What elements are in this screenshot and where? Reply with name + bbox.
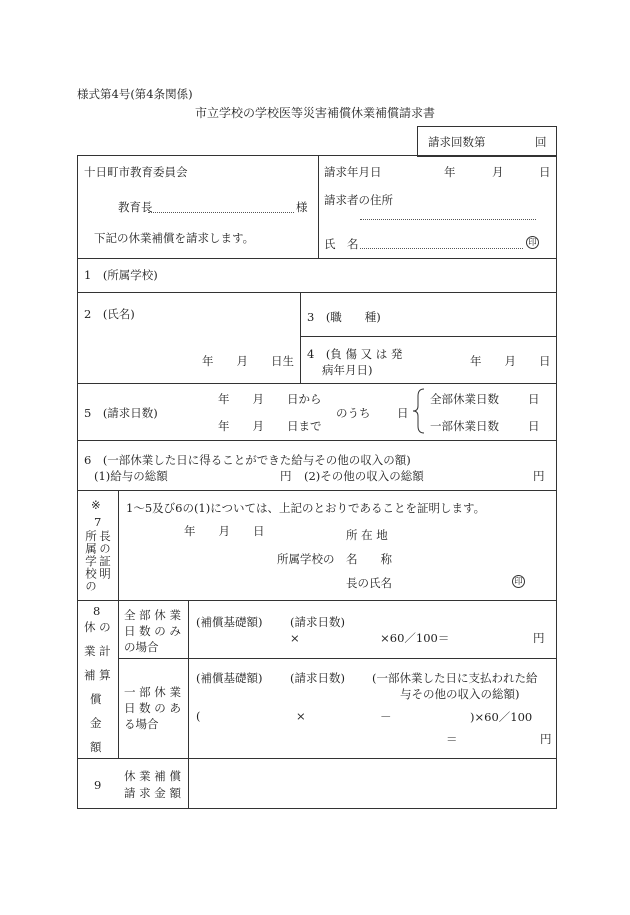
board-name: 十日町市教育委員会 bbox=[84, 165, 188, 179]
salary-total-label: (1)給与の総額 bbox=[94, 469, 168, 483]
other-income-yen: 円 bbox=[533, 469, 545, 483]
period-from: 年 月 日から bbox=[218, 392, 322, 406]
brace-icon bbox=[412, 388, 426, 434]
claim-days-label: (請求日数) bbox=[290, 671, 345, 685]
partial-days-unit: 日 bbox=[528, 419, 540, 433]
partial-case-label: 一 部 休 業 bbox=[124, 685, 181, 699]
full-case-label: 全 部 休 業 bbox=[124, 608, 181, 622]
side-label-row: 休 の bbox=[84, 620, 111, 634]
rule bbox=[188, 600, 189, 758]
rule bbox=[188, 758, 189, 809]
school-label: 1 (所属学校) bbox=[84, 268, 158, 282]
full-case-label: 日 数 の み bbox=[124, 624, 181, 638]
paid-income-label-2: 与その他の収入の総額) bbox=[400, 687, 520, 701]
item-number-8: 8 bbox=[93, 604, 101, 618]
income-label: 6 (一部休業した日に得ることができた給与その他の収入の額) bbox=[84, 453, 411, 467]
note-mark: ※ bbox=[91, 498, 101, 512]
formula-minus: － bbox=[380, 710, 392, 724]
request-text: 下記の休業補償を請求します。 bbox=[94, 231, 255, 245]
honorific: 様 bbox=[296, 200, 308, 214]
rule bbox=[300, 336, 557, 337]
total-days-unit: 日 bbox=[397, 406, 409, 420]
claimant-name-label: 氏 名 bbox=[324, 237, 359, 251]
seal-mark: 印 bbox=[526, 236, 539, 249]
full-days-label: 全部休業日数 bbox=[430, 392, 499, 406]
partial-formula-yen: 円 bbox=[540, 732, 552, 746]
name-label: 2 (氏名) bbox=[84, 307, 135, 321]
side-label-line-2: 所属学校の bbox=[84, 530, 98, 593]
request-count-suffix: 回 bbox=[535, 135, 547, 149]
form-title: 市立学校の学校医等災害補償休業補償請求書 bbox=[195, 106, 436, 120]
birth-date: 年 月 日生 bbox=[202, 354, 294, 368]
request-day: 日 bbox=[539, 165, 551, 179]
request-year: 年 bbox=[444, 165, 456, 179]
rule bbox=[77, 490, 557, 491]
period-to: 年 月 日まで bbox=[218, 419, 322, 433]
base-amount-label: (補償基礎額) bbox=[196, 615, 263, 629]
injury-date-label-2: 病年月日) bbox=[322, 363, 373, 377]
rule bbox=[77, 440, 557, 441]
rule bbox=[77, 258, 557, 259]
rule bbox=[77, 383, 557, 384]
paid-income-label: (一部休業した日に支払われた給 bbox=[372, 671, 538, 685]
address-line[interactable] bbox=[360, 219, 536, 220]
injury-date: 年 月 日 bbox=[470, 354, 551, 368]
form-number: 様式第4号(第4条関係) bbox=[77, 87, 193, 101]
certification-text: 1～5及び6の(1)については、上記のとおりであることを証明します。 bbox=[126, 501, 486, 515]
full-case-label: の場合 bbox=[124, 640, 159, 654]
superintendent-line[interactable] bbox=[148, 212, 294, 213]
side-label-row: 金 bbox=[90, 716, 102, 730]
formula-close: )×60／100 bbox=[470, 710, 533, 724]
rule bbox=[77, 758, 557, 759]
item-number-7: 7 bbox=[94, 515, 102, 529]
rule bbox=[77, 292, 557, 293]
of-which-label: のうち bbox=[336, 406, 371, 420]
rule bbox=[300, 292, 301, 383]
full-formula: × ×60／100＝ bbox=[290, 631, 450, 645]
side-label-row: 補 算 bbox=[84, 668, 111, 682]
partial-case-label: る場合 bbox=[124, 717, 159, 731]
rule bbox=[118, 658, 557, 659]
side-label-row: 額 bbox=[90, 740, 102, 754]
location-label: 所 在 地 bbox=[346, 528, 388, 542]
claim-amount-label: 休 業 補 償 bbox=[124, 769, 181, 783]
head-seal-mark: 印 bbox=[512, 575, 525, 588]
formula-times: × bbox=[296, 709, 306, 723]
full-formula-yen: 円 bbox=[533, 631, 545, 645]
salary-yen: 円 bbox=[280, 469, 292, 483]
injury-date-label: 4 (負 傷 又 は 発 bbox=[307, 347, 403, 361]
claimant-name-line[interactable] bbox=[360, 248, 523, 249]
superintendent-label: 教育長 bbox=[118, 200, 153, 214]
other-income-label: (2)その他の収入の総額 bbox=[304, 469, 424, 483]
claim-amount-label-2: 請 求 金 額 bbox=[124, 786, 181, 800]
request-days-label: 5 (請求日数) bbox=[84, 406, 158, 420]
claim-days-label: (請求日数) bbox=[290, 615, 345, 629]
side-label-line-1: 長の証明 bbox=[98, 530, 112, 580]
rule bbox=[318, 155, 319, 258]
item-number-9: 9 bbox=[94, 778, 102, 792]
rule bbox=[77, 600, 557, 601]
side-label-row: 償 bbox=[90, 692, 102, 706]
request-date-label: 請求年月日 bbox=[324, 165, 382, 179]
head-name-label: 長の氏名 bbox=[346, 576, 392, 590]
full-days-unit: 日 bbox=[528, 392, 540, 406]
school-prefix: 所属学校の bbox=[277, 552, 335, 566]
certification-date: 年 月 日 bbox=[184, 524, 265, 538]
formula-equals: ＝ bbox=[446, 732, 458, 746]
side-label-row: 業 計 bbox=[84, 644, 111, 658]
partial-days-label: 一部休業日数 bbox=[430, 419, 499, 433]
address-label: 請求者の住所 bbox=[324, 193, 393, 207]
school-name-label: 名 称 bbox=[346, 552, 392, 566]
request-month: 月 bbox=[492, 165, 504, 179]
request-count-label: 請求回数第 bbox=[428, 135, 486, 149]
job-type-label: 3 (職 種) bbox=[307, 310, 381, 324]
partial-case-label: 日 数 の あ bbox=[124, 701, 181, 715]
formula-open-paren: ( bbox=[196, 709, 201, 723]
base-amount-label: (補償基礎額) bbox=[196, 671, 263, 685]
rule bbox=[118, 490, 119, 758]
